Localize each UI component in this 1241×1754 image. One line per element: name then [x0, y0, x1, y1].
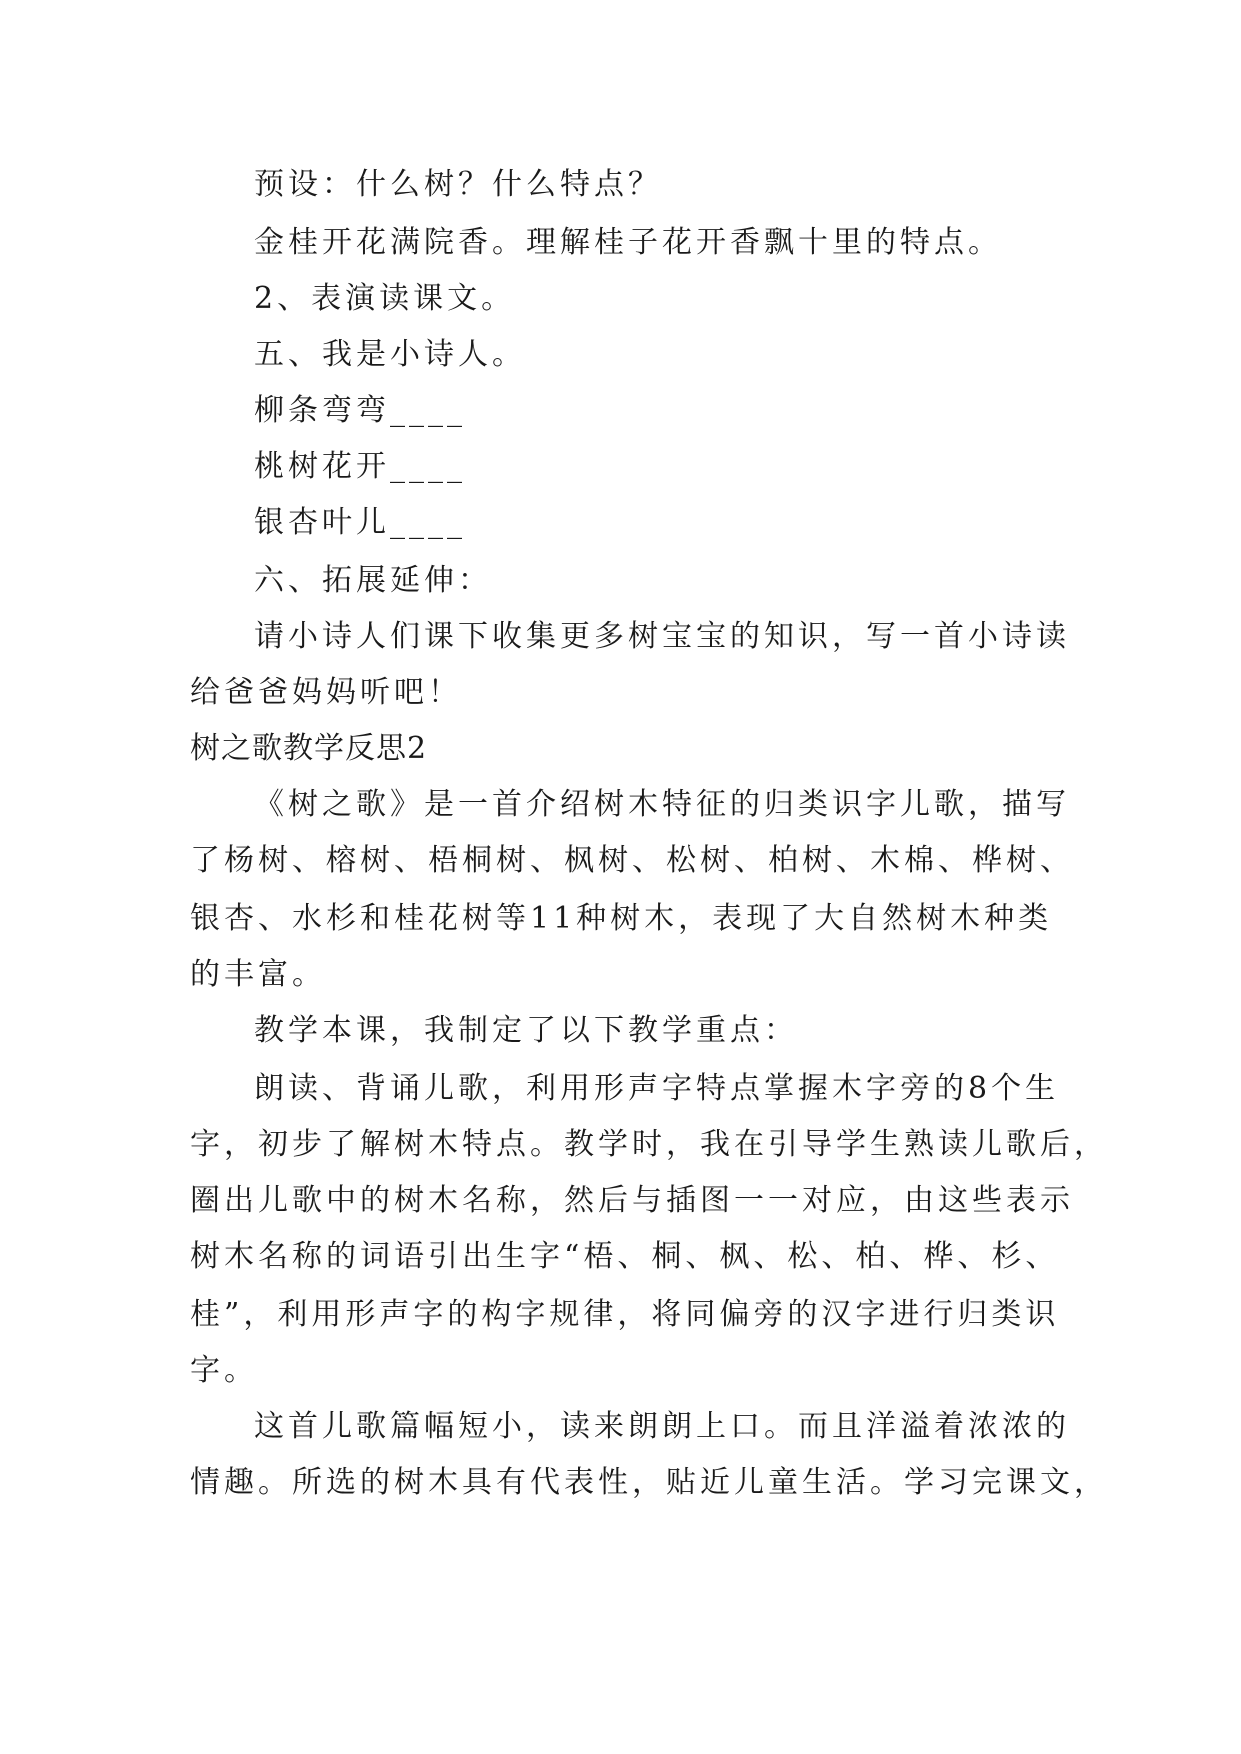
text-line: 桂”，利用形声字的构字规律，将同偏旁的汉字进行归类识	[190, 1297, 1060, 1332]
document-title: 树之歌教学反思2	[190, 731, 428, 766]
text-line: 柳条弯弯____	[254, 393, 466, 428]
text-line: 字。	[190, 1353, 258, 1388]
text-line: 给爸爸妈妈听吧！	[190, 675, 462, 710]
text-line: 树木名称的词语引出生字“梧、桐、枫、松、柏、桦、杉、	[190, 1239, 1060, 1274]
section-heading: 五、我是小诗人。	[254, 337, 526, 372]
text-line: 预设：什么树？什么特点？	[254, 167, 662, 202]
text-line: 《树之歌》是一首介绍树木特征的归类识字儿歌，描写	[254, 787, 1070, 822]
text-line: 银杏叶儿____	[254, 505, 466, 540]
text-line: 银杏、水杉和桂花树等11种树木，表现了大自然树木种类	[190, 901, 1053, 936]
text-line: 2、表演读课文。	[254, 281, 516, 316]
text-line: 金桂开花满院香。理解桂子花开香飘十里的特点。	[254, 225, 1002, 260]
text-line: 这首儿歌篇幅短小，读来朗朗上口。而且洋溢着浓浓的	[254, 1409, 1070, 1444]
section-heading: 六、拓展延伸：	[254, 563, 492, 598]
text-line: 朗读、背诵儿歌，利用形声字特点掌握木字旁的8个生	[254, 1071, 1060, 1106]
text-line: 请小诗人们课下收集更多树宝宝的知识，写一首小诗读	[254, 619, 1070, 654]
text-line: 字，初步了解树木特点。教学时，我在引导学生熟读儿歌后，	[190, 1127, 1108, 1162]
text-line: 桃树花开____	[254, 449, 466, 484]
text-line: 教学本课，我制定了以下教学重点：	[254, 1013, 798, 1048]
text-line: 了杨树、榕树、梧桐树、枫树、松树、柏树、木棉、桦树、	[190, 843, 1074, 878]
text-line: 圈出儿歌中的树木名称，然后与插图一一对应，由这些表示	[190, 1183, 1074, 1218]
text-line: 情趣。所选的树木具有代表性，贴近儿童生活。学习完课文，	[190, 1465, 1108, 1500]
text-line: 的丰富。	[190, 957, 326, 992]
